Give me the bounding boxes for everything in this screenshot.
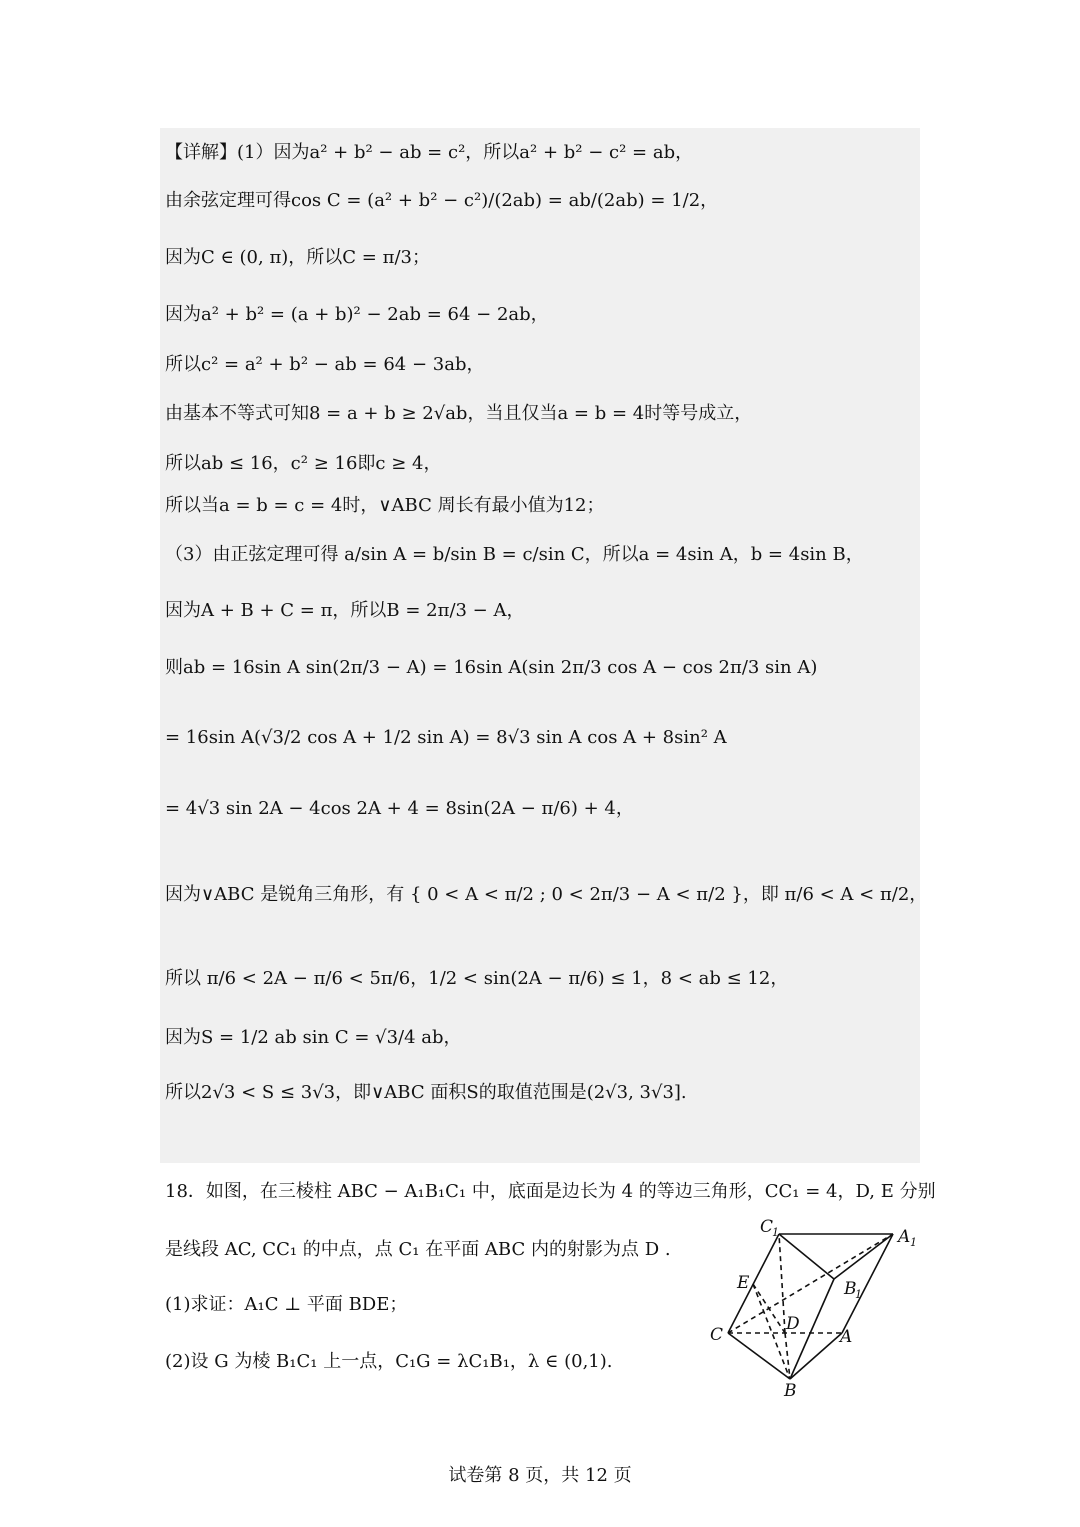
solution-line-8: 所以当a = b = c = 4时，∨ABC 周长有最小值为12； — [165, 495, 605, 516]
question-line-3: (1)求证：A₁C ⊥ 平面 BDE； — [165, 1294, 408, 1315]
solution-line-13: = 4√3 sin 2A − 4cos 2A + 4 = 8sin(2A − π/6) + 4， — [165, 798, 634, 819]
line-e-d-hidden — [753, 1284, 785, 1333]
label-b1: B — [844, 1279, 857, 1299]
prism-figure — [700, 1212, 930, 1402]
solution-line-12: = 16sin A(√3/2 cos A + 1/2 sin A) = 8√3 sin A cos A + 8sin² A — [165, 727, 727, 748]
label-b: B — [784, 1381, 797, 1401]
solution-line-1: 【详解】(1）因为a² + b² − ab = c²，所以a² + b² − c² = ab， — [165, 142, 694, 163]
solution-line-6: 由基本不等式可知8 = a + b ≥ 2√ab，当且仅当a = b = 4时等号成立， — [165, 403, 753, 424]
label-c1: C — [760, 1217, 774, 1237]
question-line-4: (2)设 G 为棱 B₁C₁ 上一点，C₁G = λC₁B₁，λ ∈ (0,1). — [165, 1351, 613, 1372]
solution-line-10: 因为A + B + C = π，所以B = 2π/3 − A， — [165, 600, 525, 621]
label-d: D — [786, 1314, 800, 1334]
question-line-1: 18．如图，在三棱柱 ABC − A₁B₁C₁ 中，底面是边长为 4 的等边三角形，CC₁ = 4，D, E 分别 — [165, 1181, 936, 1202]
solution-line-17: 所以2√3 < S ≤ 3√3，即∨ABC 面积S的取值范围是(2√3, 3√3]. — [165, 1082, 687, 1103]
solution-line-9: （3）由正弦定理可得 a/sin A = b/sin B = c/sin C，所以a = 4sin A，b = 4sin B， — [165, 544, 864, 565]
label-a1: A — [898, 1227, 911, 1247]
solution-line-14: 因为∨ABC 是锐角三角形，有 { 0 < A < π/2 ; 0 < 2π/3 − A < π/2 }，即 π/6 < A < π/2， — [165, 884, 928, 905]
label-a: A — [840, 1327, 853, 1347]
label-c1-sub: 1 — [772, 1226, 779, 1239]
solution-line-5: 所以c² = a² + b² − ab = 64 − 3ab， — [165, 354, 485, 375]
label-b1-sub: 1 — [855, 1288, 862, 1301]
question-line-2: 是线段 AC, CC₁ 的中点，点 C₁ 在平面 ABC 内的射影为点 D . — [165, 1239, 671, 1260]
solution-line-11: 则ab = 16sin A sin(2π/3 − A) = 16sin A(sin 2π/3 cos A − cos 2π/3 sin A) — [165, 657, 818, 678]
edge-c1-b1 — [779, 1234, 834, 1279]
edge-c-b — [728, 1333, 790, 1379]
label-c: C — [710, 1325, 724, 1345]
page-footer: 试卷第 8 页，共 12 页 — [448, 1465, 632, 1486]
solution-line-15: 所以 π/6 < 2A − π/6 < 5π/6，1/2 < sin(2A − π/6) ≤ 1，8 < ab ≤ 12， — [165, 968, 789, 989]
edge-b-a — [790, 1333, 842, 1379]
solution-line-2: 由余弦定理可得cos C = (a² + b² − c²)/(2ab) = ab/(2ab) = 1/2， — [165, 190, 719, 211]
solution-line-3: 因为C ∈ (0, π)，所以C = π/3； — [165, 247, 430, 268]
line-d-c1-hidden — [779, 1234, 785, 1333]
solution-box — [160, 128, 920, 1163]
edge-b1-a1 — [834, 1234, 893, 1279]
label-a1-sub: 1 — [910, 1236, 917, 1249]
label-e: E — [737, 1273, 750, 1293]
solution-line-7: 所以ab ≤ 16，c² ≥ 16即c ≥ 4， — [165, 453, 442, 474]
solution-line-4: 因为a² + b² = (a + b)² − 2ab = 64 − 2ab， — [165, 304, 549, 325]
solution-line-16: 因为S = 1/2 ab sin C = √3/4 ab， — [165, 1027, 462, 1048]
